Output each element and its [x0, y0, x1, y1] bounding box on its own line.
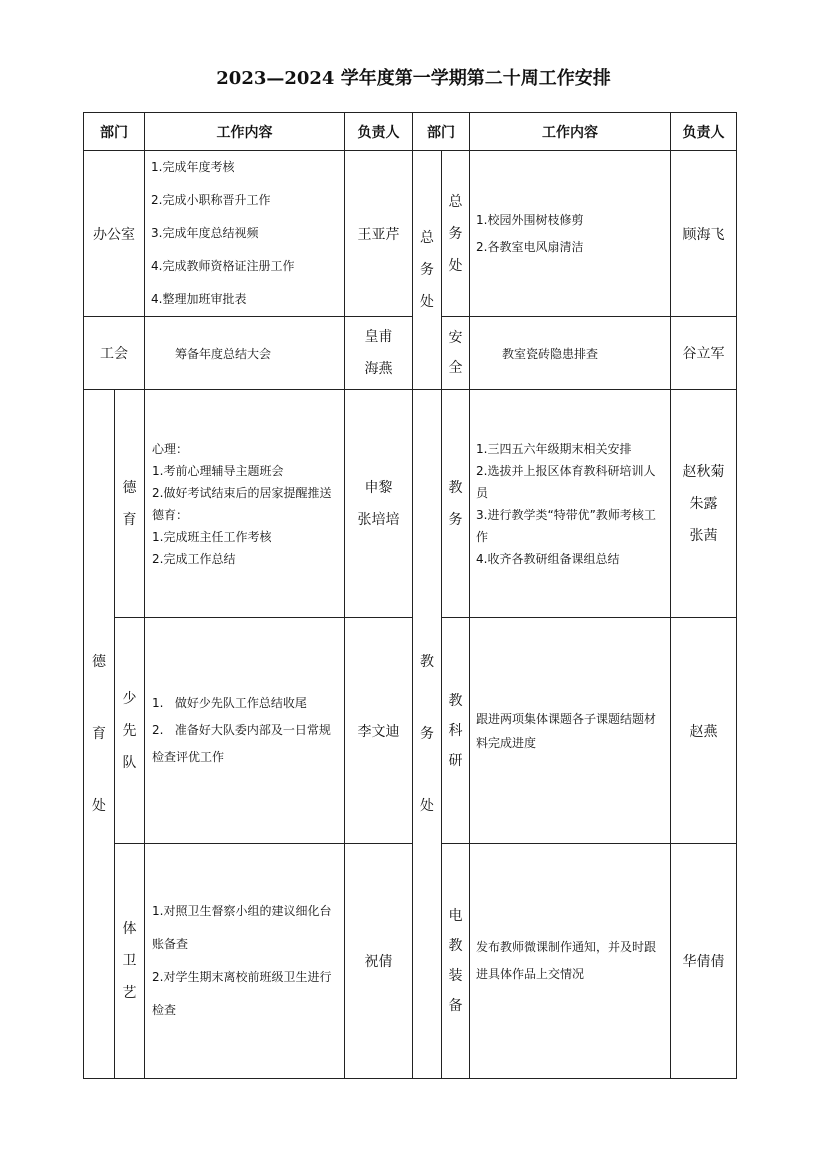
list-item: 1.完成班主任工作考核 [152, 529, 272, 544]
table-row [84, 844, 737, 1079]
moral-owner: 申黎 张培培 [345, 390, 413, 618]
list-item: 1. 做好少先队工作总结收尾 [152, 696, 307, 710]
document-title: 2023—2024 学年度第一学期第二十周工作安排 [216, 68, 611, 89]
list-item: 1.考前心理辅导主题班会 [152, 463, 284, 478]
list-item: 1.三四五六年级期末相关安排 [476, 441, 632, 456]
safety-sub: 安全 [442, 317, 470, 390]
safety-content: 教室瓷砖隐患排查 [470, 317, 671, 390]
table-header-row [84, 113, 737, 151]
moral-content [145, 390, 345, 618]
office-owner: 王亚芹 [345, 151, 413, 317]
list-item: 德育： [152, 507, 189, 522]
table-row [84, 618, 737, 844]
teaching-owner: 赵秋菊 朱露 张茜 [671, 390, 737, 618]
table-row [84, 390, 737, 618]
general-affairs-content [470, 151, 671, 317]
list-item: 3.完成年度总结视频 [151, 226, 259, 240]
schedule-table [83, 112, 737, 1079]
office-dept: 办公室 [84, 151, 145, 317]
list-item: 1.完成年度考核 [151, 160, 235, 174]
pioneers-content [145, 618, 345, 844]
pe-art-owner: 祝倩 [345, 844, 413, 1079]
teaching-dept: 教务处 [413, 390, 442, 1079]
teaching-sub: 教务 [442, 390, 470, 618]
list-item: 1.对照卫生督察小组的建议细化台账备查 [152, 904, 332, 951]
pioneers-owner: 李文迪 [345, 618, 413, 844]
office-content [145, 151, 345, 317]
edtech-owner: 华倩倩 [671, 844, 737, 1079]
union-content: 筹备年度总结大会 [145, 317, 345, 390]
teaching-content [470, 390, 671, 618]
list-item: 4.完成教师资格证注册工作 [151, 259, 295, 273]
edtech-content: 发布教师微课制作通知，并及时跟进具体作品上交情况 [470, 844, 671, 1079]
list-item: 2.完成工作总结 [152, 551, 236, 566]
list-item: 2.选拔并上报区体育教科研培训人员 [476, 463, 656, 500]
list-item: 1.校园外围树枝修剪 [476, 212, 584, 227]
header-owner-2: 负责人 [671, 113, 737, 151]
list-item: 2.各教室电风扇清洁 [476, 239, 584, 254]
union-dept: 工会 [84, 317, 145, 390]
header-owner: 负责人 [345, 113, 413, 151]
moral-sub: 德育 [115, 390, 145, 618]
list-item: 4.收齐各教研组备课组总结 [476, 551, 620, 566]
research-content: 跟进两项集体课题各子课题结题材料完成进度 [470, 618, 671, 844]
list-item: 2.对学生期末离校前班级卫生进行检查 [152, 970, 332, 1017]
list-item: 心理： [152, 441, 189, 456]
research-owner: 赵燕 [671, 618, 737, 844]
moral-dept: 德育处 [84, 390, 115, 1079]
header-content: 工作内容 [145, 113, 345, 151]
header-dept-2: 部门 [413, 113, 470, 151]
header-dept: 部门 [84, 113, 145, 151]
union-owner: 皇甫 海燕 [345, 317, 413, 390]
list-item: 2.做好考试结束后的居家提醒推送 [152, 485, 332, 500]
table-row [84, 151, 737, 317]
general-affairs-dept: 总务处 [413, 151, 442, 390]
pe-art-content [145, 844, 345, 1079]
general-affairs-owner: 顾海飞 [671, 151, 737, 317]
edtech-sub: 电教装备 [442, 844, 470, 1079]
pioneers-sub: 少先队 [115, 618, 145, 844]
safety-owner: 谷立军 [671, 317, 737, 390]
list-item: 2.完成小职称晋升工作 [151, 193, 271, 207]
header-content-2: 工作内容 [470, 113, 671, 151]
list-item: 2. 准备好大队委内部及一日常规检查评优工作 [152, 723, 331, 764]
general-affairs-sub: 总务处 [442, 151, 470, 317]
research-sub: 教科研 [442, 618, 470, 844]
table-row [84, 317, 737, 390]
list-item: 3.进行教学类“特带优”教师考核工作 [476, 507, 656, 544]
pe-art-sub: 体卫艺 [115, 844, 145, 1079]
list-item: 4.整理加班审批表 [151, 292, 247, 306]
